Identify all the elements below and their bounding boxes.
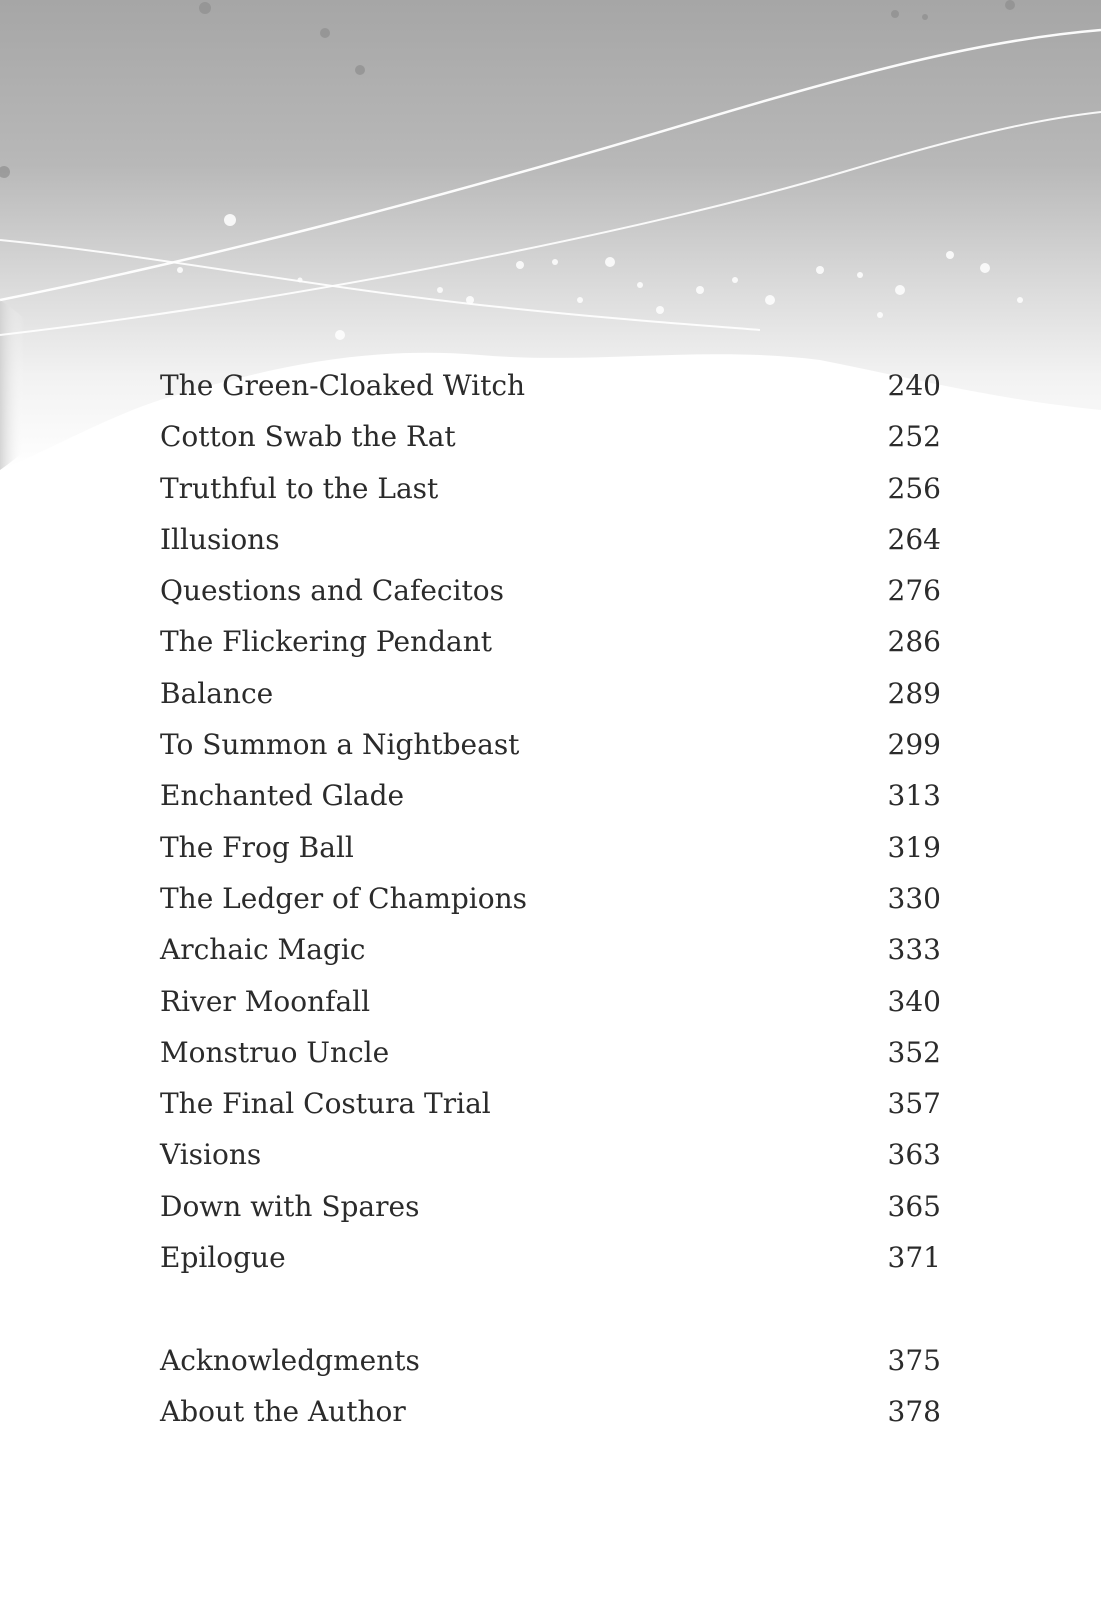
toc-entry[interactable] bbox=[160, 822, 941, 873]
page-number: 371 bbox=[887, 1241, 941, 1275]
toc-entry[interactable] bbox=[160, 1129, 941, 1180]
toc-entry[interactable] bbox=[160, 411, 941, 462]
toc-entry[interactable] bbox=[160, 514, 941, 565]
page-number: 330 bbox=[887, 881, 941, 915]
page-number: 357 bbox=[887, 1087, 941, 1121]
toc-entry[interactable] bbox=[160, 976, 941, 1027]
chapter-title: The Ledger of Champions bbox=[160, 881, 528, 915]
toc-entry[interactable] bbox=[160, 1027, 941, 1078]
page-number: 256 bbox=[887, 471, 941, 505]
page-number: 340 bbox=[887, 984, 941, 1018]
page-number: 252 bbox=[887, 420, 941, 454]
chapter-title: The Final Costura Trial bbox=[160, 1087, 491, 1121]
section-spacer bbox=[160, 1283, 941, 1334]
chapter-title: Balance bbox=[160, 676, 274, 710]
table-of-contents bbox=[160, 360, 941, 1437]
chapter-title: Illusions bbox=[160, 522, 280, 556]
chapter-title: Down with Spares bbox=[160, 1189, 420, 1223]
toc-entry[interactable] bbox=[160, 719, 941, 770]
toc-entry[interactable] bbox=[160, 463, 941, 514]
toc-entry[interactable] bbox=[160, 1181, 941, 1232]
page-number: 240 bbox=[887, 369, 941, 402]
page-number: 289 bbox=[887, 676, 941, 710]
toc-entry[interactable] bbox=[160, 873, 941, 924]
back-matter-title: About the Author bbox=[160, 1394, 406, 1428]
page-number: 333 bbox=[887, 933, 941, 967]
toc-entry[interactable] bbox=[160, 565, 941, 616]
toc-entry[interactable] bbox=[160, 1335, 941, 1386]
page-number: 378 bbox=[887, 1394, 941, 1428]
toc-entry[interactable] bbox=[160, 1232, 941, 1283]
chapter-title: Archaic Magic bbox=[160, 933, 366, 967]
chapter-title: River Moonfall bbox=[160, 984, 371, 1018]
toc-entry[interactable] bbox=[160, 1386, 941, 1437]
toc-entry[interactable] bbox=[160, 616, 941, 667]
chapter-title: The Flickering Pendant bbox=[160, 625, 493, 659]
chapter-title: The Frog Ball bbox=[160, 830, 354, 864]
toc-entry[interactable] bbox=[160, 1078, 941, 1129]
chapter-title: To Summon a Nightbeast bbox=[160, 728, 520, 762]
chapter-title: Epilogue bbox=[160, 1241, 286, 1275]
chapter-title: Cotton Swab the Rat bbox=[160, 420, 456, 454]
chapter-title: Enchanted Glade bbox=[160, 779, 405, 813]
back-matter-title: Acknowledgments bbox=[160, 1343, 420, 1377]
chapter-title: Questions and Cafecitos bbox=[160, 574, 505, 608]
page-number: 264 bbox=[887, 522, 941, 556]
toc-entry[interactable] bbox=[160, 360, 941, 411]
chapter-title: The Green-Cloaked Witch bbox=[160, 369, 526, 402]
page-number: 365 bbox=[887, 1189, 941, 1223]
page-number: 375 bbox=[887, 1343, 941, 1377]
page-number: 299 bbox=[887, 728, 941, 762]
page-number: 313 bbox=[887, 779, 941, 813]
page-number: 363 bbox=[887, 1138, 941, 1172]
chapter-title: Truthful to the Last bbox=[160, 471, 439, 505]
toc-entry[interactable] bbox=[160, 668, 941, 719]
chapter-title: Visions bbox=[160, 1138, 262, 1172]
page-number: 286 bbox=[887, 625, 941, 659]
page-number: 352 bbox=[887, 1035, 941, 1069]
page-number: 319 bbox=[887, 830, 941, 864]
page-number: 276 bbox=[887, 574, 941, 608]
chapter-title: Monstruo Uncle bbox=[160, 1035, 390, 1069]
toc-entry[interactable] bbox=[160, 770, 941, 821]
toc-entry[interactable] bbox=[160, 924, 941, 975]
